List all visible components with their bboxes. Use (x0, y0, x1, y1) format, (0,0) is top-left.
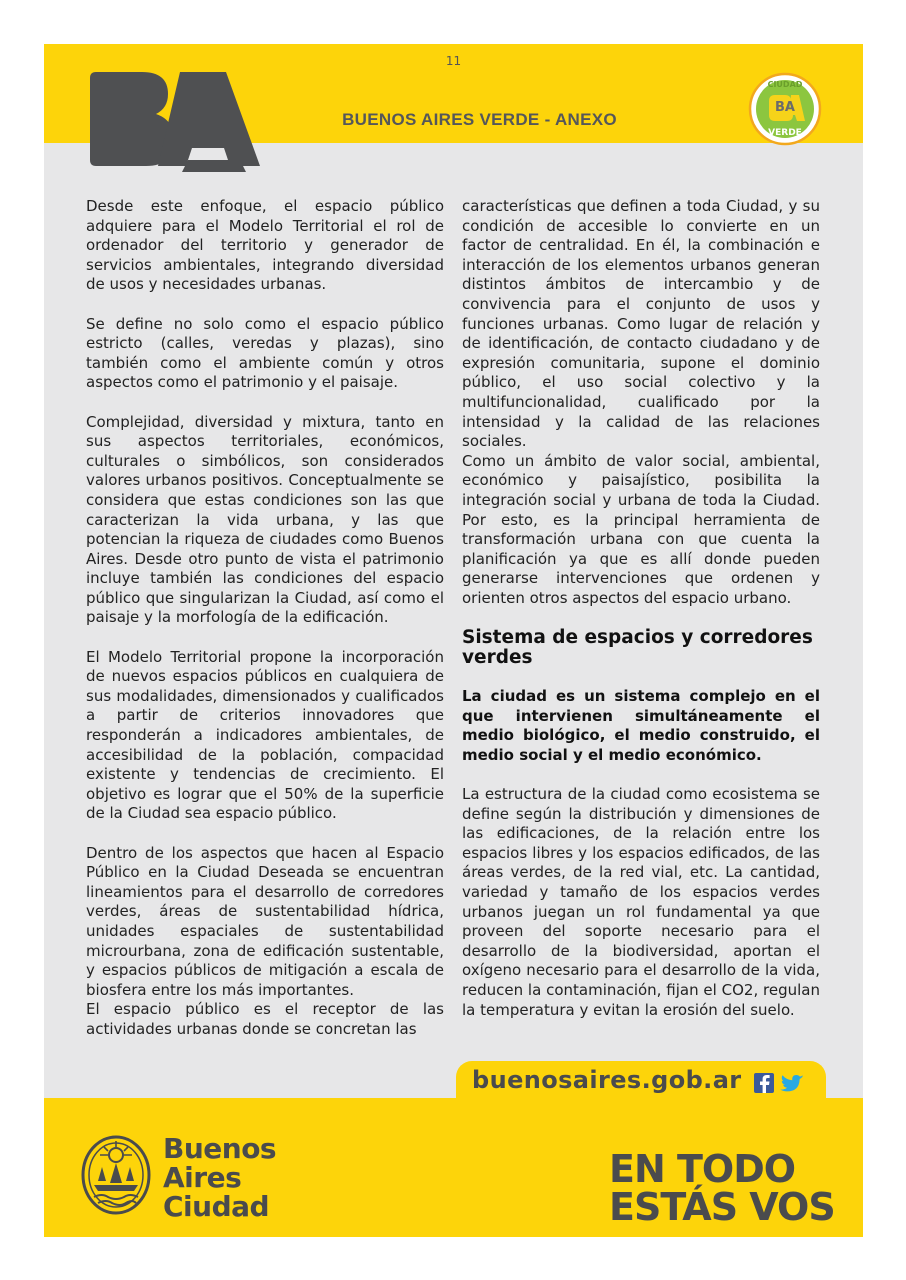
slogan-line-2: ESTÁS VOS (609, 1185, 835, 1229)
website-link[interactable]: buenosaires.gob.ar (472, 1066, 742, 1094)
ba-logo (84, 68, 262, 172)
badge-mid-text: BA (775, 100, 795, 115)
social-icons (752, 1069, 808, 1097)
badge-top-text: CIUDAD (767, 80, 803, 89)
section-lead: La ciudad es un sistema complejo en el que intervienen simultáneamente el medio biológico, el medio construido, el medio social y el medio económico. (462, 687, 820, 764)
twitter-icon[interactable] (780, 1075, 804, 1091)
slogan-line-1: EN TODO (609, 1147, 796, 1191)
ciudad-verde-badge (747, 71, 823, 147)
left-paragraph-2: Se define no solo como el espacio público estricto (calles, veredas y plazas), sino también como el ambiente común y otros aspectos como el patrimonio y el paisaje. (86, 314, 444, 392)
page-number: 11 (445, 54, 462, 68)
header-band (44, 44, 863, 143)
left-paragraph-5: Dentro de los aspectos que hacen al Espacio Público en la Ciudad Deseada se encuentran lineamientos para el desarrollo de corredores verdes, áreas de sustentabilidad hídrica, unidades espaciales de sustentabilidad microurbana, zona de edificación sustentable, y espacios públicos de mitigación a escala de biosfera entre los más importantes. (86, 843, 444, 999)
slogan (609, 1147, 835, 1229)
left-paragraph-3: Complejidad, diversidad y mixtura, tanto en sus aspectos territoriales, económicos, culturales o simbólicos, son considerados valores urbanos positivos. Conceptualmente se considera que estas condiciones son las que caracterizan la vida urbana, y las que potencian la riqueza de ciudades como Buenos Aires. Desde otro punto de vista el patrimonio incluye también las condiciones del espacio público que singularizan la Ciudad, así como el paisaje y la morfología de la edificación. (86, 412, 444, 627)
footer-band (44, 1098, 863, 1237)
right-column (462, 197, 820, 1040)
badge-bottom-text: VERDE (768, 128, 802, 138)
right-paragraph-3: La estructura de la ciudad como ecosistema se define según la distribución y dimensiones de las edificaciones, de la relación entre los espacios libres y los espacios edificados, de las áreas verdes, de la red vial, etc. La cantidad, variedad y tamaño de los espacios verdes urbanos juegan un rol fundamental ya que proveen del soporte necesario para el desarrollo de la biodiversidad, aportan el oxígeno necesario para el desarrollo de la vida, reducen la contaminación, fijan el CO2, regulan la temperatura y evitan la erosión del suelo. (462, 785, 820, 1019)
city-seal-icon (80, 1133, 152, 1217)
left-paragraph-1: Desde este enfoque, el espacio público adquiere para el Modelo Territorial el rol de ordenador del territorio y generador de servicios ambientales, integrando diversidad de usos y necesidades urbanas. (86, 197, 444, 294)
brand-line-2: Aires (163, 1161, 242, 1194)
facebook-icon[interactable] (754, 1073, 774, 1093)
header-title: BUENOS AIRES VERDE - ANEXO (342, 110, 617, 129)
right-paragraph-1: características que definen a toda Ciudad, y su condición de accesible lo convierte en un factor de centralidad. En él, la combinación e interacción de los elementos urbanos generan distintos ámbitos de intercambio y de convivencia para el conjunto de usos y funciones urbanas. Como lugar de relación y de identificación, de contacto ciudadano y de expresión comunitaria, supone el dominio público, el uso social colectivo y la multifuncionalidad, cualificado por la intensidad y la calidad de las relaciones sociales. (462, 197, 820, 451)
brand-wordmark (163, 1134, 276, 1221)
right-paragraph-2: Como un ámbito de valor social, ambiental, económico y paisajístico, posibilita la integración social y urbana de toda la Ciudad. Por esto, es la principal herramienta de transformación urbana con que cuenta la planificación ya que es allí donde pueden generarse intervenciones que ordenen y orienten otros aspectos del espacio urbano. (462, 451, 820, 607)
brand-line-1: Buenos (163, 1132, 277, 1165)
left-column (86, 197, 444, 1040)
section-heading: Sistema de espacios y corredores verdes (462, 627, 813, 669)
brand-line-3: Ciudad (163, 1190, 270, 1223)
page (44, 44, 863, 1237)
left-paragraph-4: El Modelo Territorial propone la incorporación de nuevos espacios públicos en cualquiera de sus modalidades, dimensionados y cualificados a partir de criterios innovadores que responderán a indicadores ambientales, de accesibilidad de la población, compacidad existente y tendencias de crecimiento. El objetivo es lograr que el 50% de la superficie de la Ciudad sea espacio público. (86, 647, 444, 823)
left-paragraph-6: El espacio público es el receptor de las actividades urbanas donde se concretan las (86, 1000, 444, 1038)
